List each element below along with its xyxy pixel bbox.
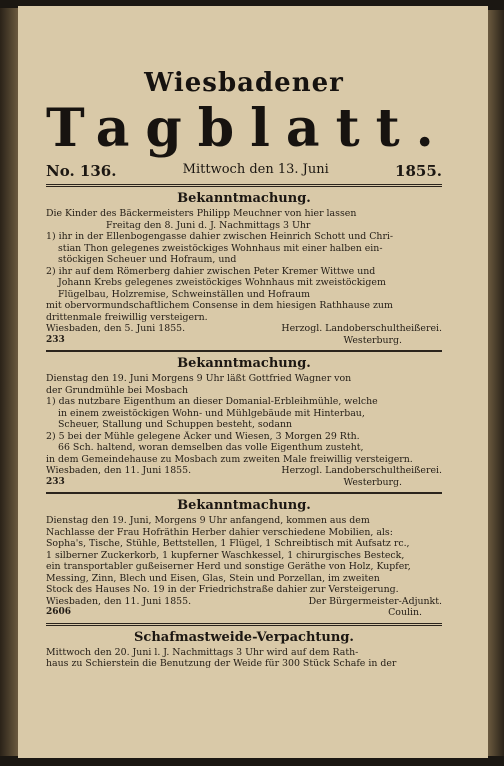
notice-1-line: drittenmale freiwillig versteigern.: [46, 311, 208, 323]
notice-3-line: 1 silberner Zuckerkorb, 1 kupferner Waschkessel, 1 chirurgisches Besteck,: [46, 549, 405, 561]
notice-2-line: 2) 5 bei der Mühle gelegene Äcker und Wiesen, 3 Morgen 29 Rth.: [46, 430, 360, 442]
book-spine-shadow: [0, 8, 18, 756]
notice-1-line: mit obervormundschaftlichem Consense in dem hiesigen Rathhause zum: [46, 300, 393, 311]
notice-rule: [46, 623, 442, 626]
notice-2: [46, 356, 442, 488]
notice-1-date: Wiesbaden, den 5. Juni 1855.: [46, 323, 186, 334]
notice-1-line: stian Thon gelegenes zweistöckiges Wohnhaus mit einer halben ein-: [58, 242, 383, 254]
notice-4-heading: Schafmastweide-Verpachtung.: [134, 629, 354, 645]
notice-3-signature: [46, 596, 442, 608]
page-edge-shadow: [488, 10, 504, 756]
notice-2-line: Scheuer, Stallung und Schuppen besteht, sodann: [58, 419, 293, 430]
notice-1-heading: Bekanntmachung.: [177, 191, 311, 206]
notice-3-line: Messing, Zinn, Blech und Eisen, Glas, Stein und Porzellan, im zweiten: [46, 572, 380, 584]
notice-2-line: 1) das nutzbare Eigenthum an dieser Domanial-Erbleihmühle, welche: [46, 396, 378, 407]
issue-rule: [46, 184, 442, 187]
notice-2-line: der Grundmühle bei Mosbach: [46, 384, 189, 396]
notice-4: [46, 630, 442, 670]
notice-2-line: in dem Gemeindehause zu Mosbach zum zweiten Male freiwillig versteigern.: [46, 453, 413, 465]
notice-1-line: 1) ihr in der Ellenbogengasse dahier zwischen Heinrich Schott und Chri-: [46, 231, 394, 242]
notice-3-line: Sopha's, Tische, Stühle, Bettstellen, 1 Flügel, 1 Schreibtisch mit Aufsatz rc.,: [46, 538, 410, 549]
notice-1-line: Freitag den 8. Juni d. J. Nachmittags 3 Uhr: [106, 219, 311, 231]
notice-3-office: Der Bürgermeister-Adjunkt.: [308, 595, 442, 607]
notice-1-number: 233: [46, 334, 65, 345]
page-content: [46, 6, 450, 670]
notice-4-line: Mittwoch den 20. Juni l. J. Nachmittags 3 Uhr wird auf dem Rath-: [46, 646, 359, 658]
masthead-top: Wiesbadener: [144, 68, 344, 98]
notice-2-date: Wiesbaden, den 11. Juni 1855.: [46, 465, 192, 476]
notice-1-line: Die Kinder des Bäckermeisters Philipp Meuchner von hier lassen: [46, 208, 357, 219]
notice-1-signature: [46, 323, 442, 335]
notice-1-signer: Westerburg.: [343, 334, 402, 346]
notice-1-footer: [46, 335, 442, 347]
notice-3-line: Stock des Hauses No. 19 in der Friedrichstraße dahier zur Versteigerung.: [46, 584, 399, 595]
notice-2-signer: Westerburg.: [343, 476, 402, 488]
notice-3-footer: [46, 607, 442, 619]
notice-3-number: 2606: [46, 607, 72, 617]
notice-2-number: 233: [46, 476, 65, 487]
issue-line: [46, 162, 442, 180]
notice-3-signer: Coulin.: [388, 607, 422, 618]
notice-2-office: Herzogl. Landoberschultheißerei.: [281, 465, 442, 476]
notice-3-date: Wiesbaden, den 11. Juni 1855.: [46, 595, 192, 607]
masthead-main: Tagblatt.: [46, 98, 450, 159]
issue-number: No. 136.: [46, 162, 117, 180]
notice-2-heading: Bekanntmachung.: [177, 356, 311, 371]
notice-rule: [46, 350, 442, 352]
notice-3-heading: Bekanntmachung.: [177, 498, 311, 513]
notice-2-footer: [46, 477, 442, 489]
newspaper-page: [18, 6, 488, 758]
notice-1-office: Herzogl. Landoberschultheißerei.: [281, 323, 442, 334]
notice-3-line: ein transportabler gußeiserner Herd und sonstige Geräthe von Holz, Kupfer,: [46, 561, 411, 572]
notice-1-line: stöckigen Scheuer und Hofraum, und: [58, 254, 237, 265]
notice-2-signature: [46, 465, 442, 477]
notice-3-line: Dienstag den 19. Juni, Morgens 9 Uhr anfangend, kommen aus dem: [46, 515, 370, 526]
notice-4-line: haus zu Schierstein die Benutzung der Weide für 300 Stück Schafe in der: [46, 658, 397, 669]
notice-2-line: Dienstag den 19. Juni Morgens 9 Uhr läßt Gottfried Wagner von: [46, 373, 352, 384]
notice-3: [46, 498, 442, 619]
notice-1-line: Johann Krebs gelegenes zweistöckiges Wohnhaus mit zweistöckigem: [58, 277, 386, 288]
notice-3-line: Nachlasse der Frau Hofräthin Herber dahier verschiedene Mobilien, als:: [46, 526, 393, 538]
notice-1-line: 2) ihr auf dem Römerberg dahier zwischen Peter Kremer Wittwe und: [46, 265, 376, 277]
notice-1-line: Flügelbau, Holzremise, Schweinställen und Hofraum: [58, 288, 311, 300]
issue-date: Mittwoch den 13. Juni: [182, 162, 329, 177]
issue-year: 1855.: [395, 162, 442, 180]
notice-1: [46, 191, 442, 346]
notice-rule: [46, 492, 442, 494]
notice-2-line: 66 Sch. haltend, woran demselben das volle Eigenthum zusteht,: [58, 442, 364, 453]
notice-2-line: in einem zweistöckigen Wohn- und Mühlgebäude mit Hinterbau,: [58, 407, 365, 419]
